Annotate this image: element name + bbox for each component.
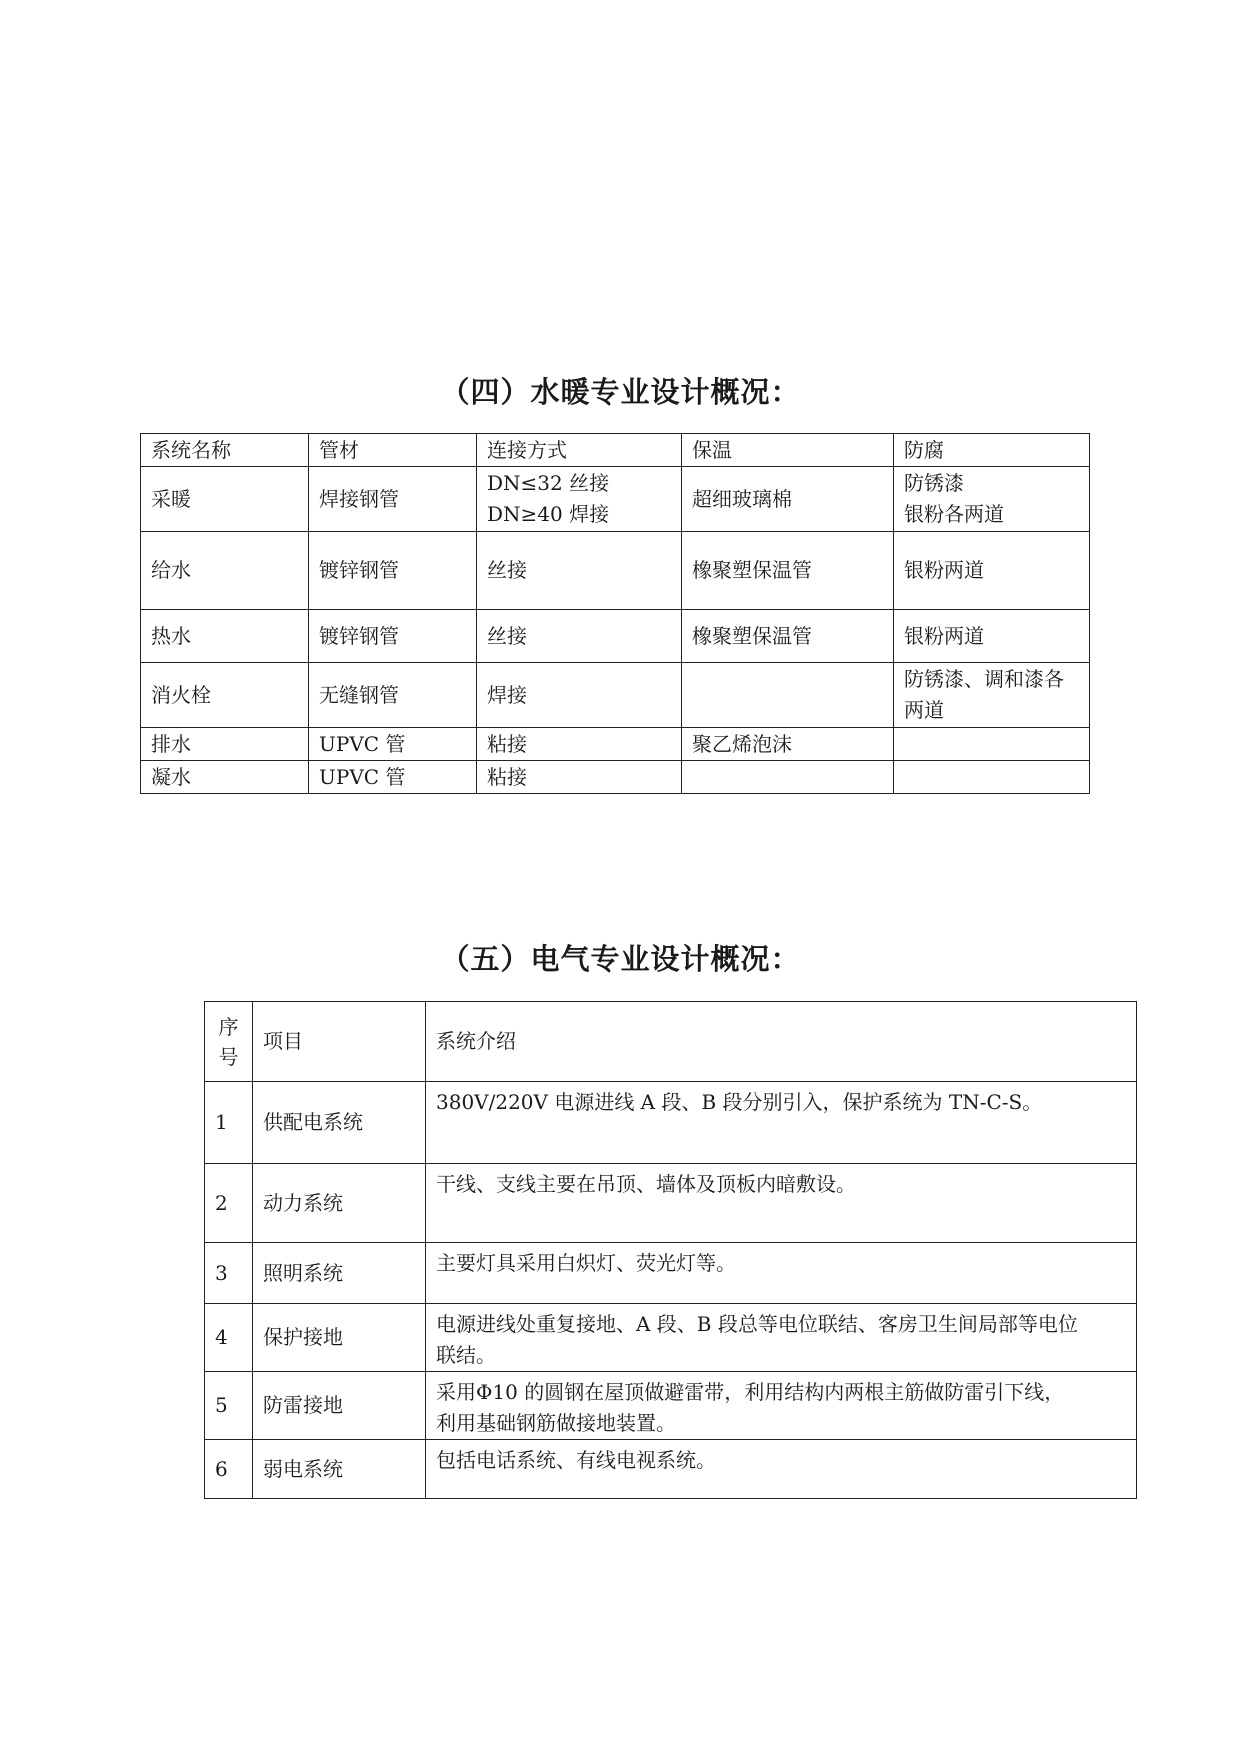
electrical-design-table xyxy=(204,1001,1137,1499)
connection-cell: 丝接 xyxy=(477,532,682,610)
insulation-cell: 聚乙烯泡沫 xyxy=(682,728,894,761)
anticorrosion-cell: 银粉两道 xyxy=(894,610,1090,663)
anticorrosion-cell xyxy=(894,728,1090,761)
description-line: 干线、支线主要在吊顶、墙体及顶板内暗敷设。 xyxy=(436,1172,856,1196)
seq-cell: 5 xyxy=(205,1372,253,1440)
item-cell: 供配电系统 xyxy=(253,1082,426,1164)
anticorrosion-line: 防锈漆 xyxy=(904,471,964,495)
connection-cell: 粘接 xyxy=(477,761,682,794)
insulation-cell xyxy=(682,761,894,794)
header-anticorrosion: 防腐 xyxy=(894,434,1090,467)
item-cell: 保护接地 xyxy=(253,1304,426,1372)
description-cell xyxy=(426,1304,1137,1372)
table-row xyxy=(141,761,1090,794)
pipe-material-cell: 无缝钢管 xyxy=(309,663,477,728)
header-pipe-material: 管材 xyxy=(309,434,477,467)
seq-cell: 4 xyxy=(205,1304,253,1372)
anticorrosion-cell xyxy=(894,467,1090,532)
table-header-row xyxy=(141,434,1090,467)
table-row xyxy=(205,1304,1137,1372)
pipe-material-cell: UPVC 管 xyxy=(309,761,477,794)
table-row xyxy=(205,1440,1137,1499)
connection-cell: 丝接 xyxy=(477,610,682,663)
system-name-cell: 采暖 xyxy=(141,467,309,532)
description-cell xyxy=(426,1164,1137,1243)
seq-cell: 1 xyxy=(205,1082,253,1164)
description-cell xyxy=(426,1082,1137,1164)
description-cell xyxy=(426,1372,1137,1440)
seq-cell: 2 xyxy=(205,1164,253,1243)
system-name-cell: 热水 xyxy=(141,610,309,663)
pipe-material-cell: UPVC 管 xyxy=(309,728,477,761)
connection-cell: 焊接 xyxy=(477,663,682,728)
description-cell xyxy=(426,1440,1137,1499)
connection-line: DN≤32 丝接 xyxy=(487,471,610,495)
pipe-material-cell: 焊接钢管 xyxy=(309,467,477,532)
insulation-cell: 橡聚塑保温管 xyxy=(682,610,894,663)
description-line: 电源进线处重复接地、A 段、B 段总等电位联结、客房卫生间局部等电位 xyxy=(436,1312,1078,1336)
table-row xyxy=(205,1372,1137,1440)
table-row xyxy=(205,1164,1137,1243)
table-row xyxy=(141,467,1090,532)
anticorrosion-cell xyxy=(894,663,1090,728)
system-name-cell: 凝水 xyxy=(141,761,309,794)
description-line: 380V/220V 电源进线 A 段、B 段分别引入，保护系统为 TN-C-S。 xyxy=(436,1090,1043,1114)
insulation-cell xyxy=(682,663,894,728)
header-seq-line: 序 xyxy=(218,1014,239,1039)
pipe-material-cell: 镀锌钢管 xyxy=(309,610,477,663)
item-cell: 动力系统 xyxy=(253,1164,426,1243)
anticorrosion-line: 防锈漆、调和漆各 xyxy=(904,667,1064,691)
insulation-cell: 橡聚塑保温管 xyxy=(682,532,894,610)
seq-cell: 3 xyxy=(205,1243,253,1304)
header-item: 项目 xyxy=(253,1002,426,1082)
description-line: 联结。 xyxy=(436,1343,496,1367)
table-row xyxy=(205,1082,1137,1164)
item-cell: 弱电系统 xyxy=(253,1440,426,1499)
insulation-cell: 超细玻璃棉 xyxy=(682,467,894,532)
header-description: 系统介绍 xyxy=(426,1002,1137,1082)
system-name-cell: 给水 xyxy=(141,532,309,610)
system-name-cell: 排水 xyxy=(141,728,309,761)
table-row xyxy=(141,728,1090,761)
seq-cell: 6 xyxy=(205,1440,253,1499)
header-system-name: 系统名称 xyxy=(141,434,309,467)
table-row xyxy=(205,1243,1137,1304)
description-line: 包括电话系统、有线电视系统。 xyxy=(436,1448,716,1472)
hvac-design-table xyxy=(140,433,1090,794)
description-line: 利用基础钢筋做接地装置。 xyxy=(436,1411,676,1435)
electrical-section-title: （五）电气专业设计概况： xyxy=(440,942,801,976)
connection-cell: 粘接 xyxy=(477,728,682,761)
item-cell: 照明系统 xyxy=(253,1243,426,1304)
header-seq xyxy=(205,1002,253,1082)
connection-cell xyxy=(477,467,682,532)
connection-line: DN≥40 焊接 xyxy=(487,502,610,526)
header-seq-line: 号 xyxy=(218,1044,239,1069)
header-connection-method: 连接方式 xyxy=(477,434,682,467)
description-cell xyxy=(426,1243,1137,1304)
pipe-material-cell: 镀锌钢管 xyxy=(309,532,477,610)
table-row xyxy=(141,610,1090,663)
system-name-cell: 消火栓 xyxy=(141,663,309,728)
table-row xyxy=(141,532,1090,610)
description-line: 采用Φ10 的圆钢在屋顶做避雷带，利用结构内两根主筋做防雷引下线， xyxy=(436,1380,1065,1404)
header-insulation: 保温 xyxy=(682,434,894,467)
anticorrosion-line: 银粉各两道 xyxy=(904,502,1004,526)
table-row xyxy=(141,663,1090,728)
anticorrosion-cell xyxy=(894,761,1090,794)
anticorrosion-line: 两道 xyxy=(904,698,944,722)
item-cell: 防雷接地 xyxy=(253,1372,426,1440)
anticorrosion-cell: 银粉两道 xyxy=(894,532,1090,610)
description-line: 主要灯具采用白炽灯、荧光灯等。 xyxy=(436,1251,736,1275)
table-header-row xyxy=(205,1002,1137,1082)
hvac-section-title: （四）水暖专业设计概况： xyxy=(440,375,801,409)
